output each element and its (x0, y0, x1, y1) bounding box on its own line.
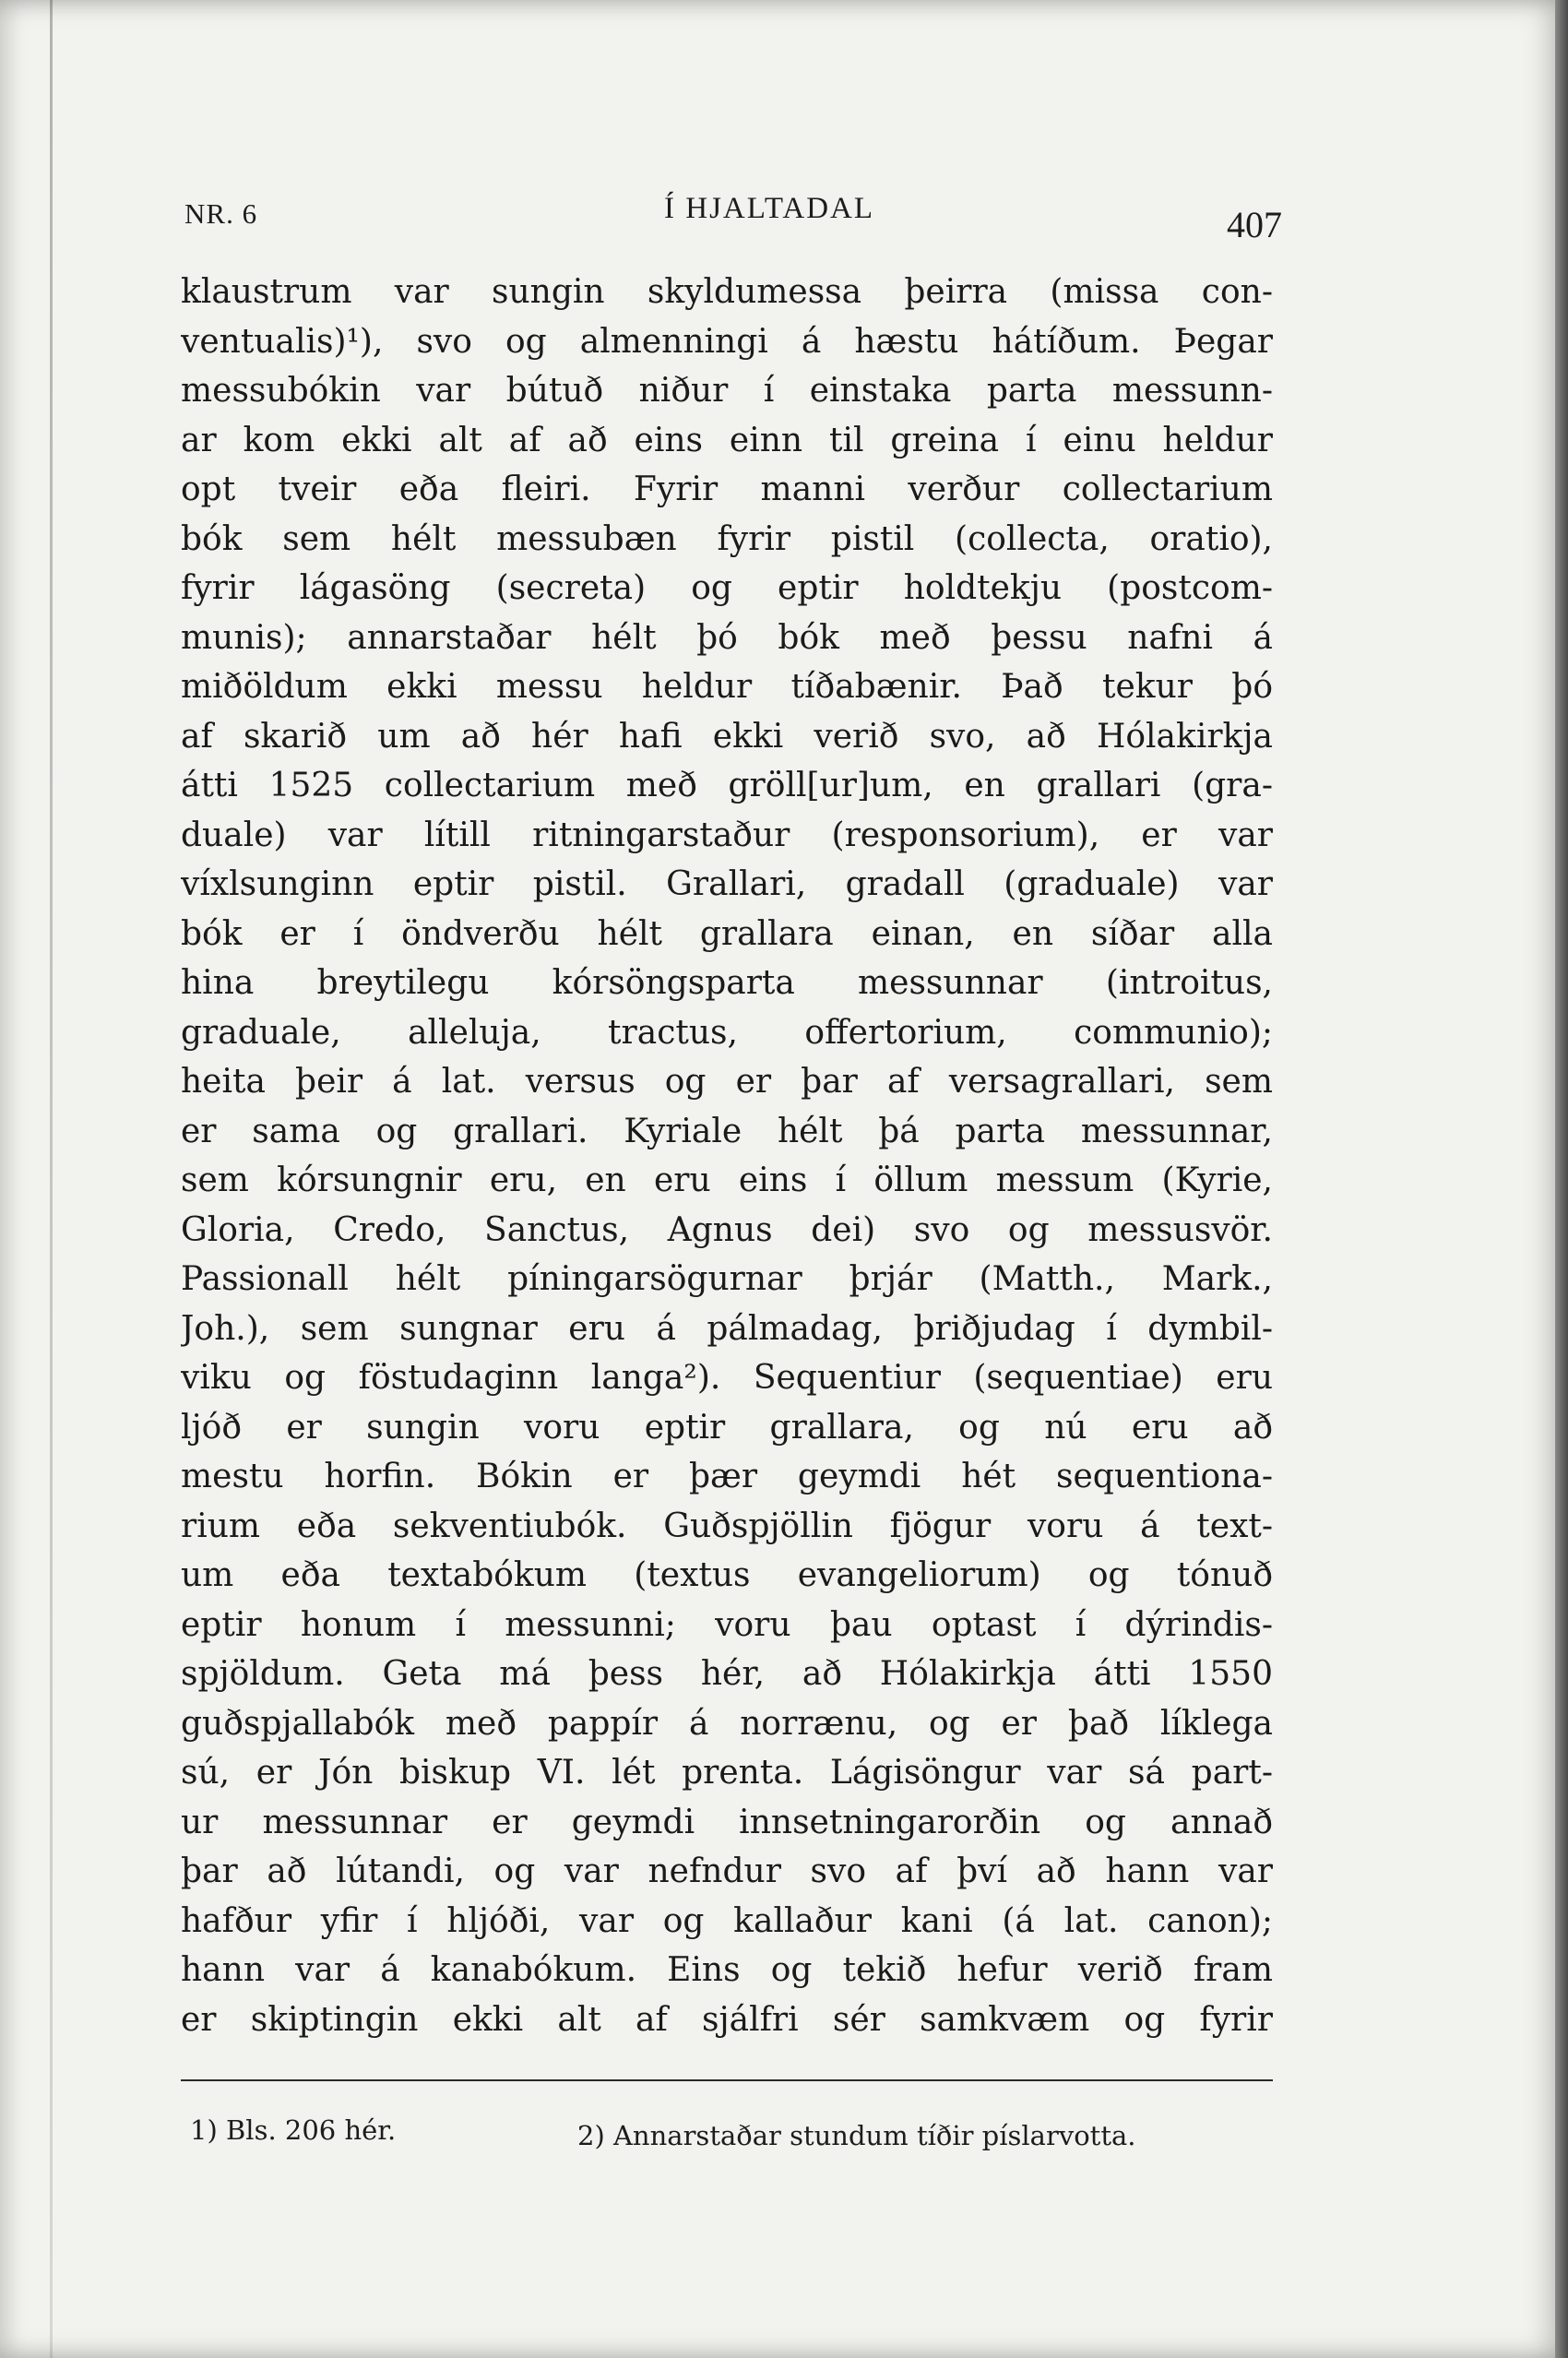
page-number: 407 (1227, 204, 1282, 245)
text-line: rium eða sekventiubók. Guðspjöllin fjögur voru á text- (181, 1506, 1273, 1545)
page-edge (1555, 0, 1568, 2358)
issue-number: NR. 6 (184, 197, 258, 230)
text-line: sem kórsungnir eru, en eru eins í öllum messum (Kyrie, (181, 1161, 1273, 1199)
running-title: Í HJALTADAL (664, 192, 875, 225)
footnote-1: 1) Bls. 206 hér. (190, 2114, 397, 2146)
text-line: klaustrum var sungin skyldumessa þeirra (missa con- (181, 273, 1273, 311)
text-line: miðöldum ekki messu heldur tíðabænir. Það tekur þó (181, 668, 1273, 706)
text-line: Gloria, Credo, Sanctus, Agnus dei) svo og messusvör. (181, 1210, 1273, 1249)
text-line: hina breytilegu kórsöngsparta messunnar (introitus, (181, 964, 1273, 1002)
text-line: guðspjallabók með pappír á norrænu, og er það líklega (181, 1704, 1273, 1743)
text-line: sú, er Jón biskup VI. lét prenta. Lágisöngur var sá part- (181, 1754, 1273, 1792)
text-line: hann var á kanabókum. Eins og tekið hefur verið fram (181, 1951, 1273, 1989)
text-line: ur messunnar er geymdi innsetningarorðin og annað (181, 1803, 1273, 1841)
footnote-2: 2) Annarstaðar stundum tíðir píslarvotta. (577, 2120, 1136, 2151)
text-line: ventualis)¹), svo og almenningi á hæstu hátíðum. Þegar (181, 322, 1273, 361)
text-line: víxlsunginn eptir pistil. Grallari, gradall (graduale) var (181, 865, 1273, 903)
text-line: spjöldum. Geta má þess hér, að Hólakirkja átti 1550 (181, 1655, 1273, 1693)
text-line: ljóð er sungin voru eptir grallara, og nú eru að (181, 1408, 1273, 1447)
text-line: heita þeir á lat. versus og er þar af versagrallari, sem (181, 1063, 1273, 1101)
text-line: er skiptingin ekki alt af sjálfri sér samkvæm og fyrir (181, 2000, 1273, 2039)
text-line: messubókin var bútuð niður í einstaka parta messunn- (181, 372, 1273, 410)
text-line: um eða textabókum (textus evangeliorum) og tónuð (181, 1556, 1273, 1594)
text-line: Passionall hélt píningarsögurnar þrjár (Matth., Mark., (181, 1260, 1273, 1298)
text-line: munis); annarstaðar hélt þó bók með þessu nafni á (181, 618, 1273, 657)
text-line: mestu horfin. Bókin er þær geymdi hét sequentiona- (181, 1458, 1273, 1495)
text-line: fyrir lágasöng (secreta) og eptir holdtekju (postcom- (181, 569, 1273, 607)
text-line: hafður yfir í hljóði, var og kallaður kani (á lat. canon); (181, 1901, 1273, 1940)
text-line: duale) var lítill ritningarstaður (responsorium), er var (181, 816, 1273, 854)
footnote-rule (181, 2079, 1273, 2081)
text-line: átti 1525 collectarium með gröll[ur]um, en grallari (gra- (181, 767, 1273, 804)
text-line: þar að lútandi, og var nefndur svo af því að hann var (181, 1852, 1273, 1890)
page-spine-shadow (50, 0, 53, 2358)
text-line: af skarið um að hér hafi ekki verið svo, að Hólakirkja (181, 717, 1273, 756)
text-line: ar kom ekki alt af að eins einn til greina í einu heldur (181, 421, 1273, 459)
text-line: bók sem hélt messubæn fyrir pistil (collecta, oratio), (181, 519, 1273, 558)
running-header (184, 185, 1282, 258)
text-line: viku og föstudaginn langa²). Sequentiur (sequentiae) eru (181, 1359, 1273, 1397)
text-line: bók er í öndverðu hélt grallara einan, en síðar alla (181, 914, 1273, 953)
text-line: er sama og grallari. Kyriale hélt þá parta messunnar, (181, 1112, 1273, 1150)
text-line: Joh.), sem sungnar eru á pálmadag, þriðjudag í dymbil- (181, 1309, 1273, 1348)
text-line: eptir honum í messunni; voru þau optast í dýrindis- (181, 1605, 1273, 1644)
body-text (181, 268, 1273, 2044)
text-line: opt tveir eða fleiri. Fyrir manni verður collectarium (181, 470, 1273, 508)
text-line: graduale, alleluja, tractus, offertorium, communio); (181, 1013, 1273, 1052)
